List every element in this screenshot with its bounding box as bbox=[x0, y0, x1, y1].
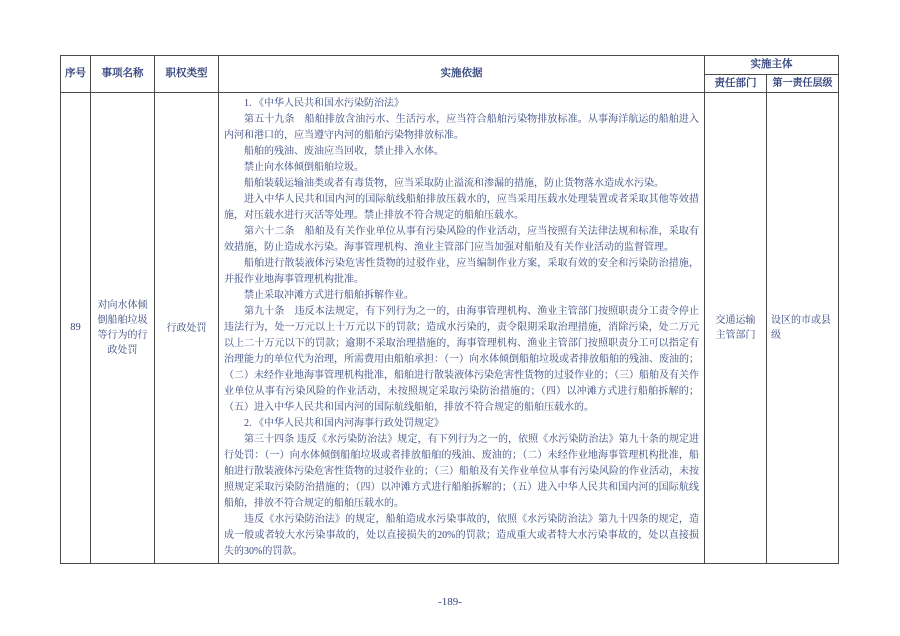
cell-row-number: 89 bbox=[61, 93, 91, 564]
header-col-dept: 责任部门 bbox=[705, 74, 767, 93]
cell-responsible-department: 交通运输主管部门 bbox=[705, 93, 767, 564]
header-col-no: 序号 bbox=[61, 56, 91, 93]
header-col-item: 事项名称 bbox=[91, 56, 155, 93]
powers-table bbox=[60, 55, 839, 564]
header-col-subject: 实施主体 bbox=[705, 56, 839, 75]
basis-paragraph: 违反《水污染防治法》的规定，船舶造成水污染事故的，依照《水污染防治法》第九十四条的规定，造成一般或者较大水污染事故的，处以直接损失的20%的罚款；造成重大或者特大水污染事故的，处以直接损失的30%的罚款。 bbox=[224, 514, 699, 558]
basis-paragraph: 第九十条 违反本法规定，有下列行为之一的，由海事管理机构、渔业主管部门按照职责分工责令停止违法行为，处一万元以上十万元以下的罚款；造成水污染的，责令限期采取治理措施，消除污染，处二万元以上二十万元以下的罚款；逾期不采取治理措施的，海事管理机构、渔业主管部门按照职责分工可以指定有治理能力的单位代为治理，所需费用由船舶承担：（一）向水体倾倒船舶垃圾或者排放船舶的残油、废油的；（二）未经作业地海事管理机构批准，船舶进行散装液体污染危害性货物的过驳作业的；（三）船舶及有关作业单位从事有污染风险的作业活动，未按照规定采取污染防治措施的；（四）以冲滩方式进行船舶拆解的；（五）进入中华人民共和国内河的国际航线船舶，排放不符合规定的船舶压载水的。 bbox=[224, 306, 699, 414]
basis-paragraph: 船舶进行散装液体污染危害性货物的过驳作业，应当编制作业方案，采取有效的安全和污染防治措施，并报作业地海事管理机构批准。 bbox=[224, 258, 699, 286]
basis-paragraph: 2. 《中华人民共和国内河海事行政处罚规定》 bbox=[244, 418, 444, 430]
basis-paragraph: 进入中华人民共和国内河的国际航线船舶排放压载水的，应当采用压载水处理装置或者采取其他等效措施，对压载水进行灭活等处理。禁止排放不符合规定的船舶压载水。 bbox=[224, 194, 699, 222]
basis-paragraph: 禁止向水体倾倒船舶垃圾。 bbox=[244, 162, 364, 174]
table-header bbox=[61, 56, 839, 93]
cell-authority-type: 行政处罚 bbox=[155, 93, 219, 564]
header-col-basis: 实施依据 bbox=[219, 56, 705, 93]
basis-paragraph: 第三十四条 违反《水污染防治法》规定，有下列行为之一的，依照《水污染防治法》第九十条的规定进行处罚：（一）向水体倾倒船舶垃圾或者排放船舶的残油、废油的；（二）未经作业地海事管理机构批准，船舶进行散装液体污染危害性货物的过驳作业的；（三）船舶及有关作业单位从事有污染风险的作业活动，未按照规定采取污染防治措施的；（四）以冲滩方式进行船舶拆解的；（五）进入中华人民共和国内河的国际航线船舶，排放不符合规定的船舶压载水的。 bbox=[224, 434, 699, 510]
basis-paragraph: 船舶的残油、废油应当回收，禁止排入水体。 bbox=[244, 146, 444, 158]
basis-paragraph: 船舶装载运输油类或者有毒货物，应当采取防止溢流和渗漏的措施，防止货物落水造成水污染。 bbox=[244, 178, 664, 190]
header-col-level: 第一责任层级 bbox=[767, 74, 839, 93]
page-number: -189- bbox=[438, 596, 462, 608]
cell-responsibility-level: 设区的市或县级 bbox=[767, 93, 839, 564]
cell-item-name: 对向水体倾倒船舶垃圾等行为的行政处罚 bbox=[91, 93, 155, 564]
basis-paragraph: 禁止采取冲滩方式进行船舶拆解作业。 bbox=[244, 290, 414, 302]
header-col-type: 职权类型 bbox=[155, 56, 219, 93]
header-row-1 bbox=[61, 56, 839, 75]
table-row bbox=[61, 93, 839, 564]
table-body bbox=[61, 93, 839, 564]
cell-implementation-basis bbox=[219, 93, 705, 564]
basis-paragraph: 第六十二条 船舶及有关作业单位从事有污染风险的作业活动，应当按照有关法律法规和标准，采取有效措施，防止造成水污染。海事管理机构、渔业主管部门应当加强对船舶及有关作业活动的监督管理。 bbox=[224, 226, 699, 254]
basis-paragraph: 1. 《中华人民共和国水污染防治法》 bbox=[244, 98, 404, 110]
basis-paragraph: 第五十九条 船舶排放含油污水、生活污水，应当符合船舶污染物排放标准。从事海洋航运的船舶进入内河和港口的，应当遵守内河的船舶污染物排放标准。 bbox=[224, 114, 699, 142]
